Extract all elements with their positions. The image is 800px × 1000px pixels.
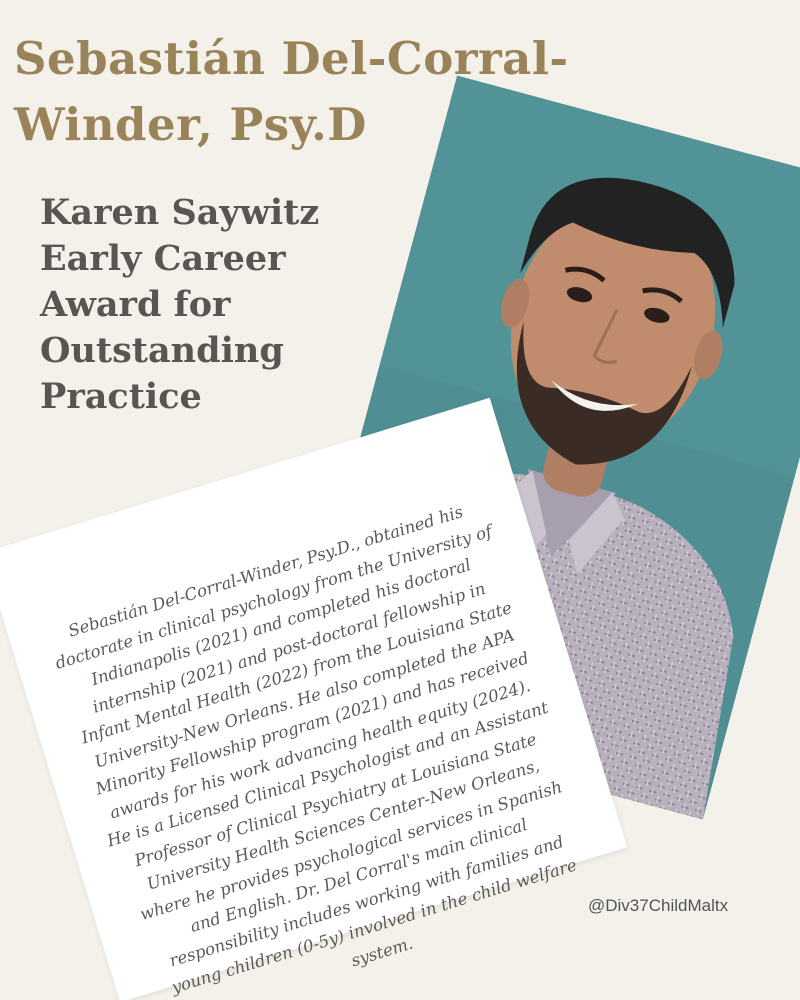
bio-paragraph: Sebastián Del-Corral-Winder, Psy.D., obtained his doctorate in clinical psychology from the University of Indianapolis (2021) and completed his doctoral internship (2021) and post-doctoral fellowship in Infant Mental Health (2022) from the Louisiana State University-New Orleans. He also completed the APA Minority Fellowship program (2021) and has received awards for his work advancing health equity (2024). He is a Licensed Clinical Psychologist and an Assistant Professor of Clinical Psychiatry at Louisiana State University Health Sciences Center-New Orleans, where he provides psychological services in Spanish and English. Dr. Del Corral's main clinical responsibility includes working with families and young children (0-5y) involved in the child welfare system. [52,502,579,998]
social-handle: @Div37ChildMaltx [588,896,729,915]
award-title: Karen Saywitz Early Career Award for Outstanding Practice [40,192,320,417]
recipient-name: Sebastián Del-Corral-Winder, Psy.D [14,32,569,151]
